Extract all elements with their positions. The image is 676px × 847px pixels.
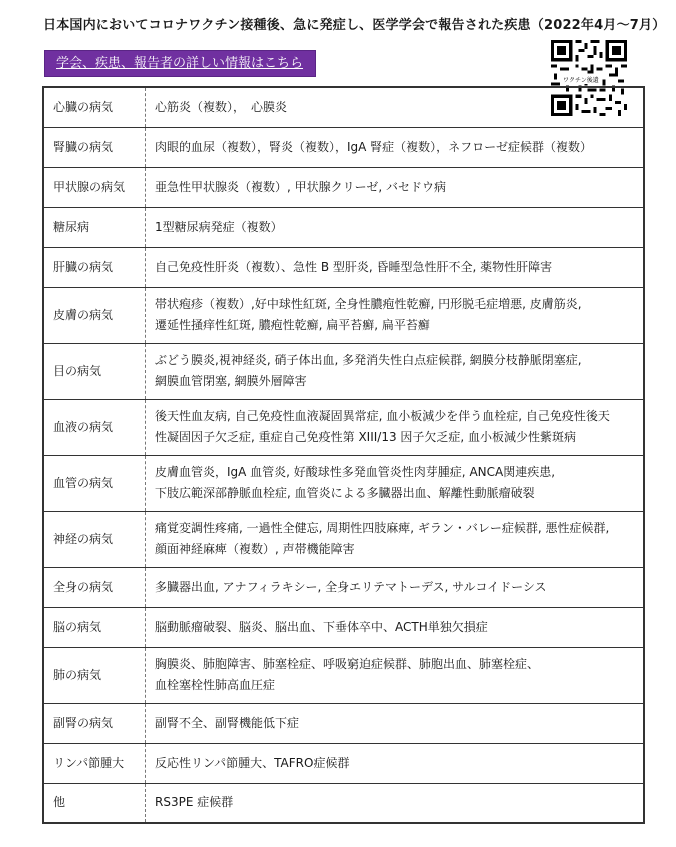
detail-line: 性凝固因子欠乏症, 重症自己免疫性第 XIII/13 因子欠乏症, 血小板減少性紫斑病 xyxy=(155,430,577,444)
detail-line: 多臓器出血, アナフィラキシー, 全身エリテマトーデス, サルコイドーシス xyxy=(155,579,547,594)
detail-line: 網膜血管閉塞, 網膜外層障害 xyxy=(155,374,307,388)
row-category: 皮膚の病気 xyxy=(43,287,146,343)
row-details xyxy=(146,607,645,647)
detail-line: 亜急性甲状腺炎（複数）, 甲状腺クリーゼ, バセドウ病 xyxy=(155,179,447,194)
row-category: 脳の病気 xyxy=(43,607,146,647)
row-category: 目の病気 xyxy=(43,343,146,399)
table-row xyxy=(43,247,644,287)
page-title: 日本国内においてコロナワクチン接種後、急に発症し、医学学会で報告された疾患（2022年4月～7月） xyxy=(43,18,666,33)
row-details xyxy=(146,567,645,607)
detail-line: 後天性血友病, 自己免疫性血液凝固異常症, 血小板減少を伴う血栓症, 自己免疫性後天 xyxy=(155,409,610,423)
detail-line: RS3PE 症候群 xyxy=(155,795,234,810)
row-details xyxy=(146,167,645,207)
row-category: 甲状腺の病気 xyxy=(43,167,146,207)
details-link-button[interactable]: 学会、疾患、報告者の詳しい情報はこちら xyxy=(44,50,316,77)
detail-line: 下肢広範深部静脈血栓症, 血管炎による多臓器出血、解離性動脈瘤破裂 xyxy=(155,486,535,500)
row-details xyxy=(146,399,645,455)
row-details xyxy=(146,287,645,343)
row-category: 血管の病気 xyxy=(43,455,146,511)
table-row xyxy=(43,703,644,743)
detail-line: 心筋炎（複数）， 心膜炎 xyxy=(155,99,288,114)
table-row xyxy=(43,511,644,567)
row-details xyxy=(146,247,645,287)
detail-line: 脳動脈瘤破裂、脳炎、脳出血、下垂体卒中、ACTH単独欠損症 xyxy=(155,619,488,634)
row-details xyxy=(146,87,645,127)
row-category: 心臓の病気 xyxy=(43,87,146,127)
row-details xyxy=(146,743,645,783)
detail-line: 痛覚変調性疼痛, 一過性全健忘, 周期性四肢麻痺, ギラン・バレー症候群, 悪性症候群, xyxy=(155,521,610,535)
row-details xyxy=(146,783,645,823)
detail-line: 胸膜炎、肺胞障害、肺塞栓症、呼吸窮迫症候群、肺胞出血、肺塞栓症、 xyxy=(155,657,540,671)
table-row xyxy=(43,207,644,247)
detail-line: 反応性リンパ節腫大、TAFRO症候群 xyxy=(155,755,350,770)
row-details xyxy=(146,703,645,743)
detail-line: 肉眼的血尿（複数），腎炎（複数），IgA 腎症（複数），ネフローゼ症候群（複数） xyxy=(155,139,592,154)
detail-line: 顔面神経麻痺（複数）, 声帯機能障害 xyxy=(155,542,355,556)
row-category: リンパ節腫大 xyxy=(43,743,146,783)
detail-line: 血栓塞栓性肺高血圧症 xyxy=(155,678,276,692)
row-category: 肝臓の病気 xyxy=(43,247,146,287)
table-row xyxy=(43,127,644,167)
row-category: 血液の病気 xyxy=(43,399,146,455)
row-category: 肺の病気 xyxy=(43,647,146,703)
row-category: 腎臓の病気 xyxy=(43,127,146,167)
detail-line: ぶどう膜炎,視神経炎, 硝子体出血, 多発消失性白点症候群, 網膜分枝静脈閉塞症, xyxy=(155,353,582,367)
table-row xyxy=(43,743,644,783)
table-row xyxy=(43,567,644,607)
detail-line: 副腎不全、副腎機能低下症 xyxy=(155,715,300,730)
row-details xyxy=(146,343,645,399)
row-details xyxy=(146,511,645,567)
table-row xyxy=(43,167,644,207)
row-details xyxy=(146,207,645,247)
detail-line: 皮膚血管炎，IgA 血管炎, 好酸球性多発血管炎性肉芽腫症, ANCA関連疾患, xyxy=(155,465,556,479)
row-category: 他 xyxy=(43,783,146,823)
table-row xyxy=(43,783,644,823)
table-row xyxy=(43,343,644,399)
table-row xyxy=(43,607,644,647)
detail-line: 帯状疱疹（複数）,好中球性紅斑, 全身性膿疱性乾癬, 円形脱毛症増悪, 皮膚筋炎, xyxy=(155,297,582,311)
table-row xyxy=(43,287,644,343)
row-category: 副腎の病気 xyxy=(43,703,146,743)
row-category: 糖尿病 xyxy=(43,207,146,247)
row-category: 全身の病気 xyxy=(43,567,146,607)
table-row xyxy=(43,455,644,511)
row-details xyxy=(146,455,645,511)
detail-line: 自己免疫性肝炎（複数）、急性 B 型肝炎, 昏睡型急性肝不全, 薬物性肝障害 xyxy=(155,259,553,274)
table-row xyxy=(43,647,644,703)
table-row xyxy=(43,87,644,127)
row-details xyxy=(146,647,645,703)
row-details xyxy=(146,127,645,167)
detail-line: 遷延性掻痒性紅斑, 膿疱性乾癬, 扁平苔癬, 扁平苔癬 xyxy=(155,318,430,332)
table-row xyxy=(43,399,644,455)
qr-caption: ワクチン後遺 xyxy=(563,77,599,84)
disease-table xyxy=(42,86,645,824)
row-category: 神経の病気 xyxy=(43,511,146,567)
detail-line: 1型糖尿病発症（複数） xyxy=(155,219,283,234)
